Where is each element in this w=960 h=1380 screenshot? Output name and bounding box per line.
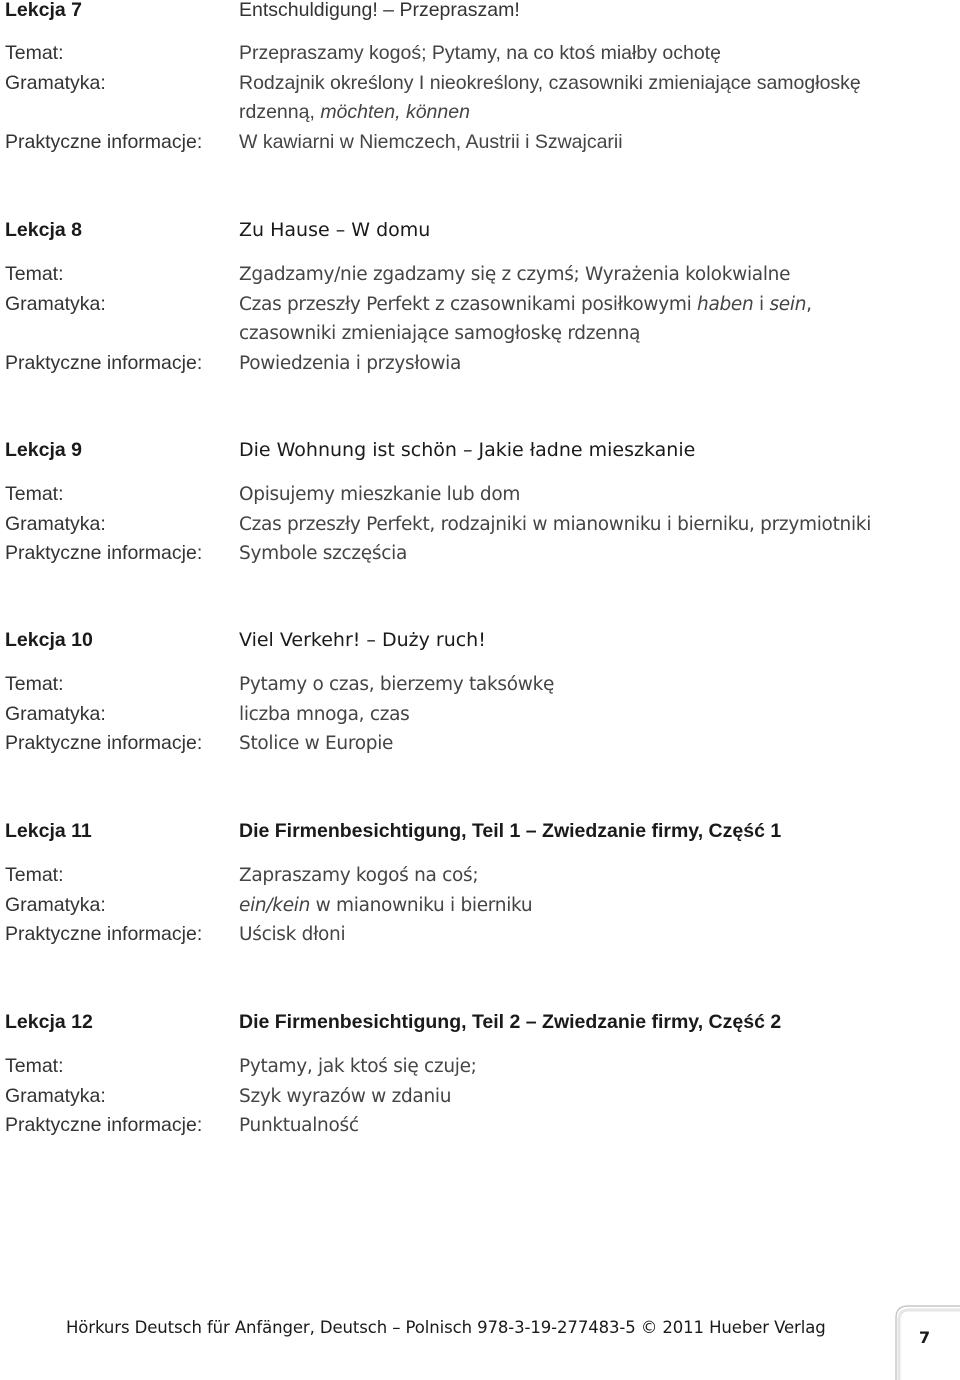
topic-value: Pytamy, jak ktoś się czuje;	[239, 1056, 477, 1077]
grammar-value: Czas przeszły Perfekt, rodzajniki w mianowniku i bierniku, przymiotniki	[239, 513, 872, 535]
lesson-number: Lekcja 10	[5, 629, 93, 651]
grammar-value: ein/kein w mianowniku i bierniku	[239, 894, 533, 916]
topic-label: Temat:	[5, 42, 64, 64]
page-number: 7	[919, 1328, 931, 1347]
topic-value: Zapraszamy kogoś na coś;	[239, 865, 479, 886]
info-value: Powiedzenia i przysłowia	[239, 352, 462, 374]
info-value: Uścisk dłoni	[239, 924, 346, 945]
lesson-11	[5, 817, 955, 950]
lesson-10	[5, 626, 955, 759]
grammar-label: Gramatyka:	[5, 292, 106, 315]
lesson-number: Lekcja 11	[5, 820, 92, 842]
footer-text: Hörkurs Deutsch für Anfänger, Deutsch – Polnisch 978-3-19-277483-5 © 2011 Hueber Verlag	[66, 1318, 826, 1337]
info-label: Praktyczne informacje:	[5, 1114, 203, 1136]
lesson-title: Zu Hause – W domu	[239, 219, 431, 241]
topic-value: Zgadzamy/nie zgadzamy się z czymś; Wyrażenia kolokwialne	[239, 264, 791, 285]
info-label: Praktyczne informacje:	[5, 923, 203, 945]
lesson-7	[5, 0, 955, 157]
grammar-label: Gramatyka:	[5, 702, 106, 725]
lesson-title: Entschuldigung! – Przepraszam!	[239, 0, 520, 21]
grammar-label: Gramatyka:	[5, 71, 106, 94]
grammar-label: Gramatyka:	[5, 893, 106, 916]
info-value: Symbole szczęścia	[239, 543, 407, 564]
grammar-value: Czas przeszły Perfekt z czasownikami posiłkowymi haben i sein, czasowniki zmieniające samogłoskę rdzenną	[239, 293, 812, 344]
info-label: Praktyczne informacje:	[5, 130, 203, 153]
topic-label: Temat:	[5, 864, 64, 886]
topic-label: Temat:	[5, 673, 64, 695]
info-label: Praktyczne informacje:	[5, 542, 203, 564]
lesson-number: Lekcja 9	[5, 439, 82, 461]
info-value: Stolice w Europie	[239, 733, 394, 754]
info-label: Praktyczne informacje:	[5, 351, 203, 374]
lesson-title: Die Wohnung ist schön – Jakie ładne mieszkanie	[239, 439, 696, 461]
topic-label: Temat:	[5, 483, 64, 505]
grammar-value: Rodzajnik określony I nieokreślony, czasowniki zmieniające samogłoskę rdzenną, möchten, können	[239, 71, 861, 123]
grammar-value: liczba mnoga, czas	[239, 703, 410, 725]
grammar-label: Gramatyka:	[5, 512, 106, 535]
lesson-title: Die Firmenbesichtigung, Teil 1 – Zwiedzanie firmy, Część 1	[239, 820, 782, 842]
topic-label: Temat:	[5, 1055, 64, 1077]
lesson-title: Viel Verkehr! – Duży ruch!	[239, 629, 486, 651]
lesson-number: Lekcja 8	[5, 219, 82, 241]
lesson-number: Lekcja 7	[5, 0, 82, 21]
info-value: Punktualność	[239, 1115, 359, 1136]
grammar-value: Szyk wyrazów w zdaniu	[239, 1085, 452, 1107]
lesson-number: Lekcja 12	[5, 1011, 93, 1033]
grammar-label: Gramatyka:	[5, 1084, 106, 1107]
lesson-8	[5, 216, 955, 378]
topic-value: Przepraszamy kogoś; Pytamy, na co ktoś miałby ochotę	[239, 42, 721, 64]
info-value: W kawiarni w Niemczech, Austrii i Szwajcarii	[239, 130, 623, 153]
topic-label: Temat:	[5, 263, 64, 285]
topic-value: Pytamy o czas, bierzemy taksówkę	[239, 674, 555, 695]
info-label: Praktyczne informacje:	[5, 732, 203, 754]
lesson-12	[5, 1008, 955, 1141]
topic-value: Opisujemy mieszkanie lub dom	[239, 484, 521, 505]
lesson-title: Die Firmenbesichtigung, Teil 2 – Zwiedzanie firmy, Część 2	[239, 1011, 782, 1033]
lesson-9	[5, 436, 955, 569]
